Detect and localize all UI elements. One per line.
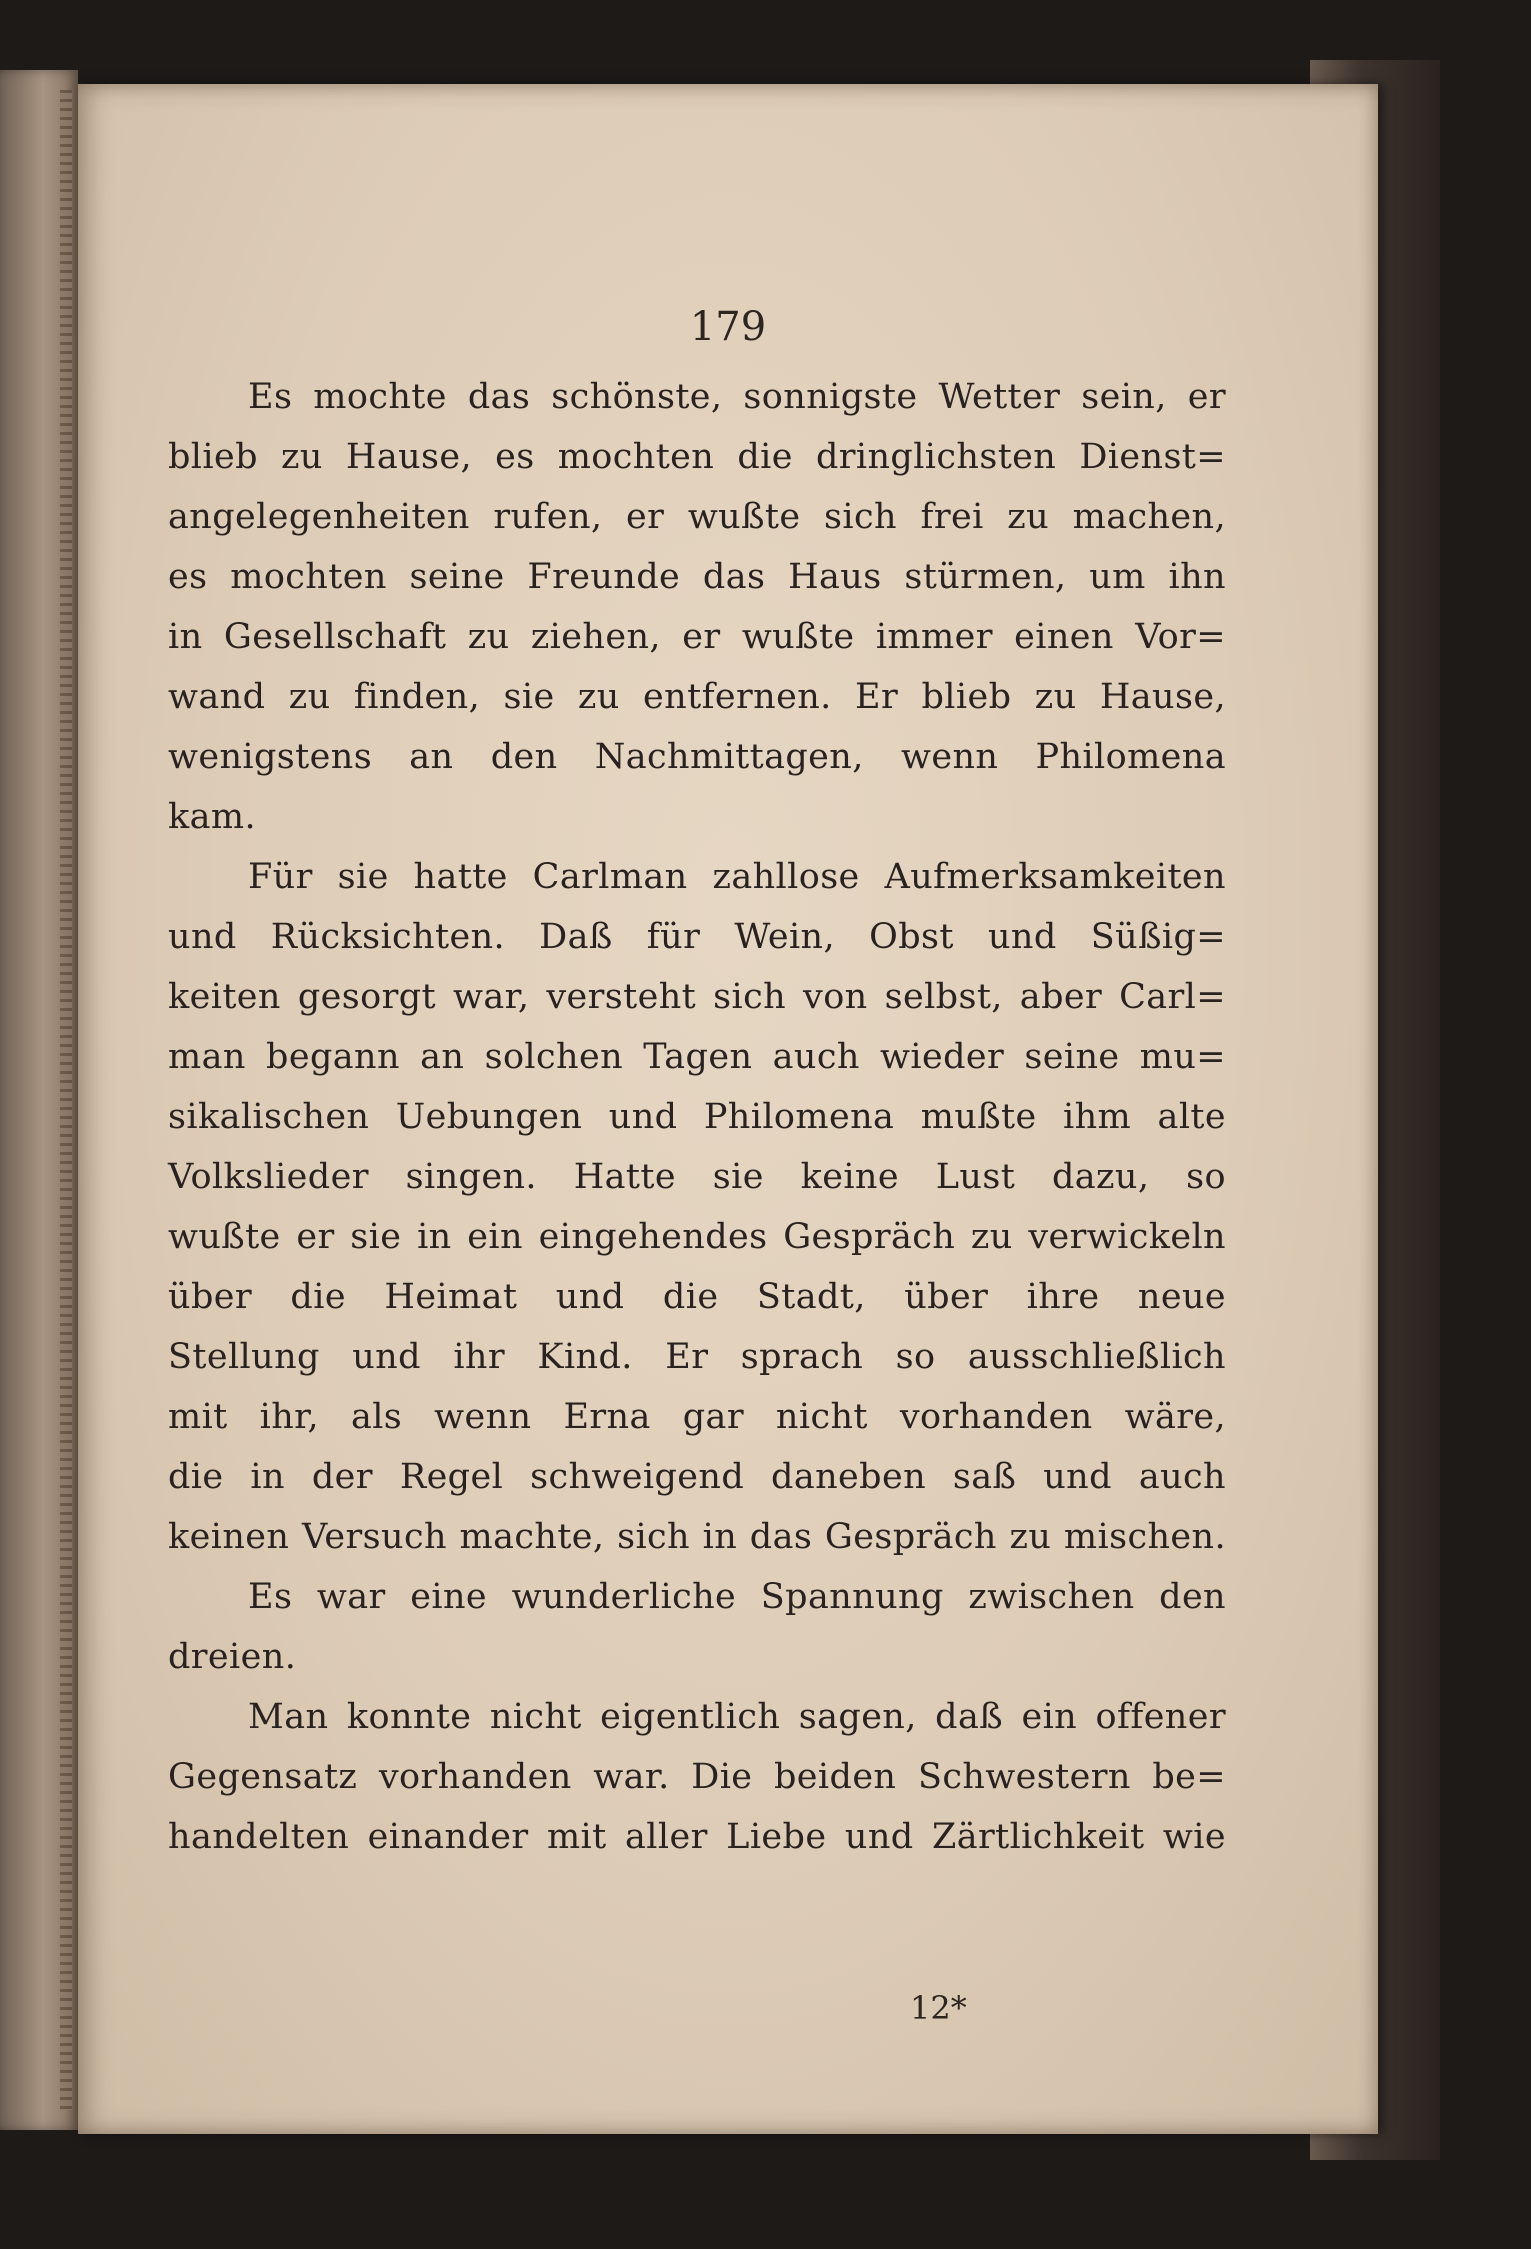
text-line: wußte er sie in ein eingehendes Gespräch zu verwickeln [168, 1217, 1226, 1257]
text-line: wenigstens an den Nachmittagen, wenn Philomena [168, 737, 1226, 777]
text-line: angelegenheiten rufen, er wußte sich frei zu machen, [168, 497, 1226, 537]
text-line: dreien. [168, 1637, 297, 1677]
text-line: Volkslieder singen. Hatte sie keine Lust dazu, so [168, 1157, 1226, 1197]
text-line: handelten einander mit aller Liebe und Zärtlichkeit wie [168, 1817, 1226, 1857]
text-line: in Gesellschaft zu ziehen, er wußte immer einen Vor= [168, 617, 1226, 657]
text-line: man begann an solchen Tagen auch wieder seine mu= [168, 1037, 1226, 1077]
text-line: Für sie hatte Carlman zahllose Aufmerksamkeiten [248, 857, 1226, 897]
book-page [78, 84, 1378, 2134]
text-line: die in der Regel schweigend daneben saß und auch [168, 1457, 1226, 1497]
text-line: keiten gesorgt war, versteht sich von selbst, aber Carl= [168, 977, 1226, 1017]
page-number: 179 [689, 304, 767, 350]
text-line: kam. [168, 797, 256, 837]
left-page-stack [60, 90, 72, 2110]
signature-mark: 12* [910, 1989, 967, 2027]
text-line: Man konnte nicht eigentlich sagen, daß ein offener [248, 1697, 1226, 1737]
text-line: Es mochte das schönste, sonnigste Wetter sein, er [248, 377, 1226, 417]
text-line: wand zu finden, sie zu entfernen. Er blieb zu Hause, [168, 677, 1226, 717]
text-line: mit ihr, als wenn Erna gar nicht vorhanden wäre, [168, 1397, 1226, 1437]
text-line: Stellung und ihr Kind. Er sprach so ausschließlich [168, 1337, 1226, 1377]
page-text [168, 367, 1226, 1867]
text-line: es mochten seine Freunde das Haus stürmen, um ihn [168, 557, 1226, 597]
text-line: blieb zu Hause, es mochten die dringlichsten Dienst= [168, 437, 1226, 477]
text-line: und Rücksichten. Daß für Wein, Obst und Süßig= [168, 917, 1226, 957]
text-line: sikalischen Uebungen und Philomena mußte ihm alte [168, 1097, 1226, 1137]
text-line: Gegensatz vorhanden war. Die beiden Schwestern be= [168, 1757, 1226, 1797]
text-line: keinen Versuch machte, sich in das Gespräch zu mischen. [168, 1517, 1226, 1557]
text-line: Es war eine wunderliche Spannung zwischen den [248, 1577, 1226, 1617]
text-line: über die Heimat und die Stadt, über ihre neue [168, 1277, 1226, 1317]
